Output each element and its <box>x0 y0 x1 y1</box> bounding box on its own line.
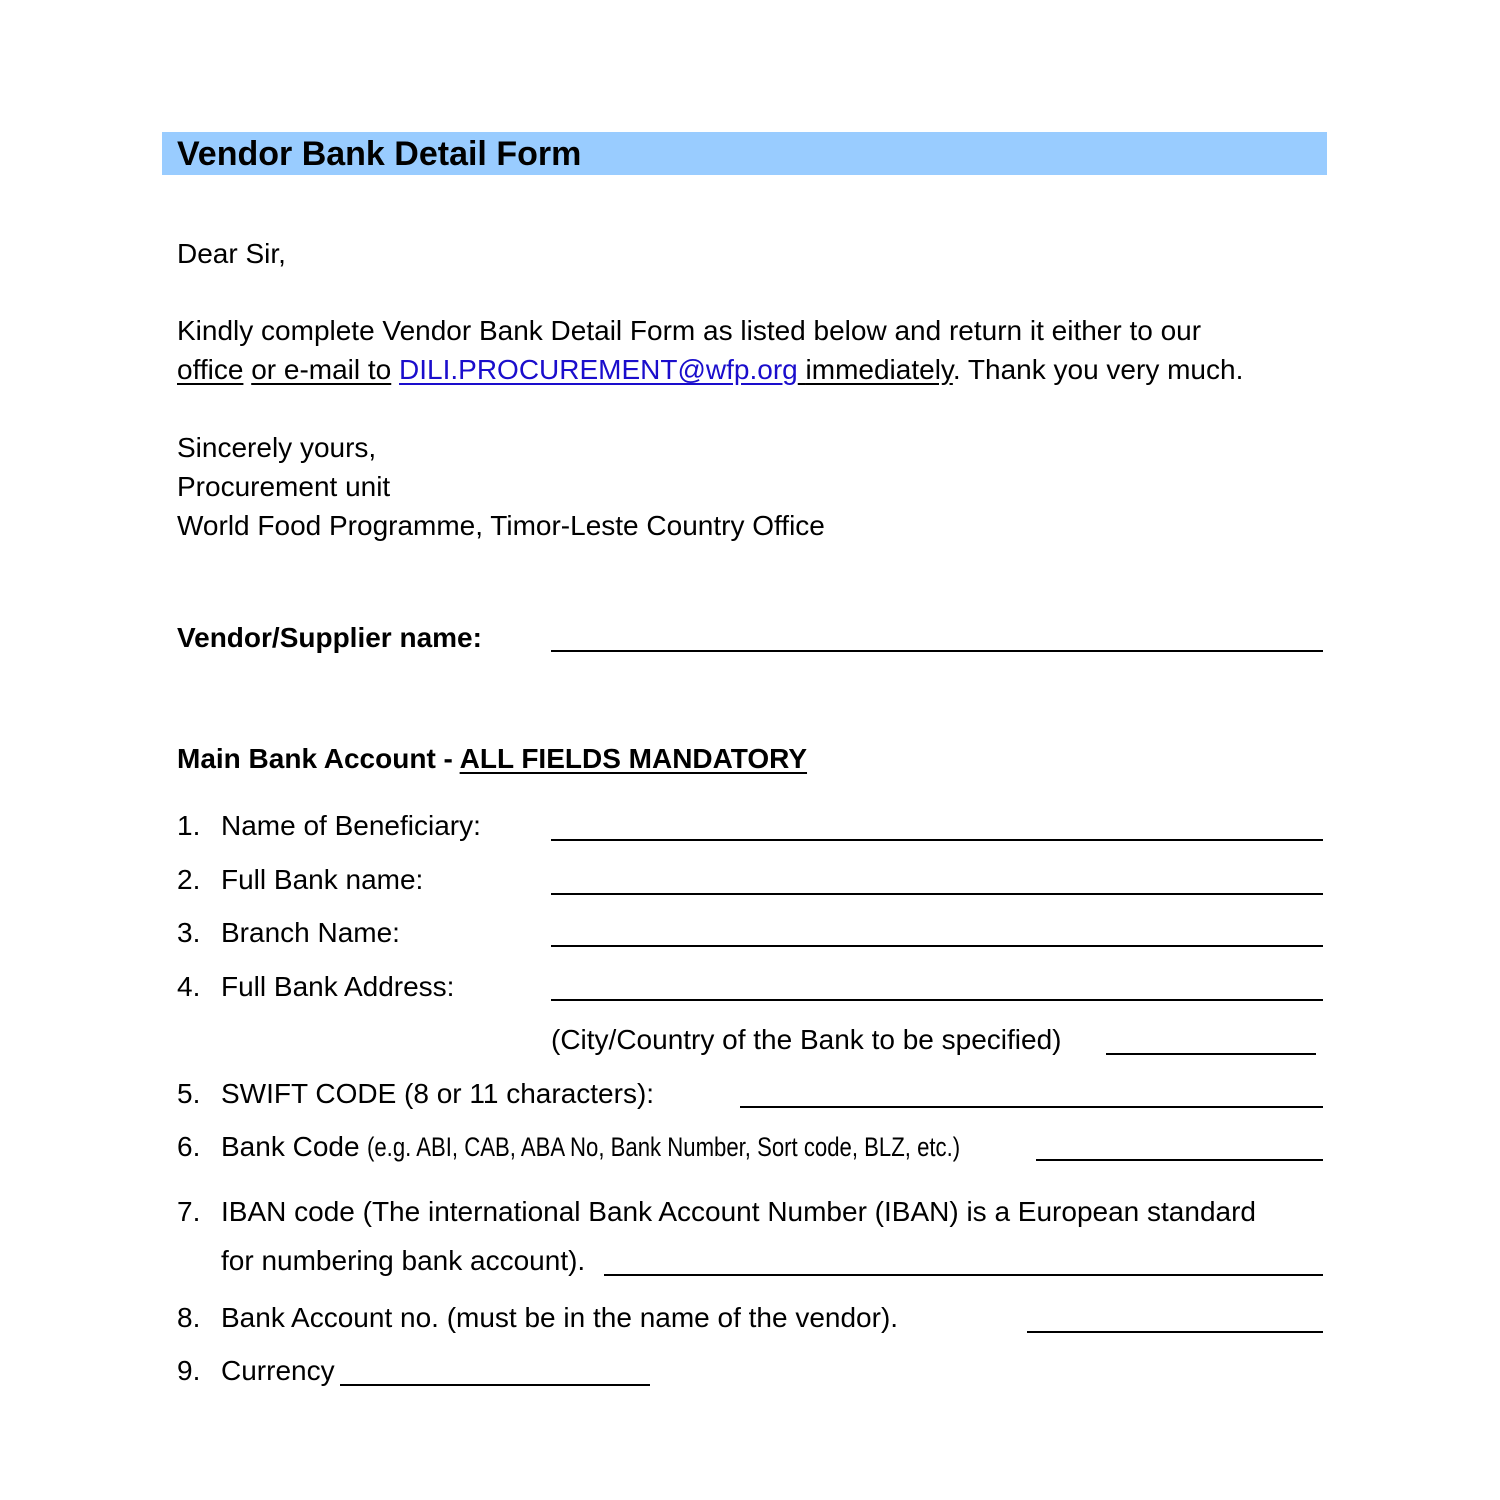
bank-address-field[interactable] <box>551 999 1323 1001</box>
swift-code-field[interactable] <box>740 1106 1323 1108</box>
city-country-label: (City/Country of the Bank to be specified) <box>551 1024 1062 1055</box>
bank-code-field[interactable] <box>1036 1159 1323 1161</box>
iban-field[interactable] <box>604 1274 1323 1276</box>
vendor-name-field[interactable] <box>551 650 1323 652</box>
body-line-2 <box>177 354 1243 386</box>
account-number-field[interactable] <box>1027 1331 1323 1333</box>
page-title: Vendor Bank Detail Form <box>177 135 582 173</box>
bank-name-field[interactable] <box>551 893 1323 895</box>
signature-unit: Procurement unit <box>177 471 391 502</box>
field-2-label: 2. Full Bank name: <box>177 864 424 895</box>
closing: Sincerely yours, <box>177 432 377 463</box>
immediately-text: immediately <box>805 354 953 385</box>
or-email-text: or e-mail to <box>251 354 392 385</box>
field-3-label: 3. Branch Name: <box>177 917 400 948</box>
vendor-name-label: Vendor/Supplier name: <box>177 622 482 653</box>
mandatory-text: ALL FIELDS MANDATORY <box>459 743 808 774</box>
field-1-label: 1. Name of Beneficiary: <box>177 810 481 841</box>
currency-field[interactable] <box>340 1384 650 1386</box>
field-7-label: 7. IBAN code (The international Bank Account Number (IBAN) is a European standard <box>177 1196 1256 1227</box>
field-5-label: 5. SWIFT CODE (8 or 11 characters): <box>177 1078 655 1109</box>
section-title-text: Main Bank Account - <box>177 743 460 774</box>
section-title <box>177 743 807 775</box>
beneficiary-field[interactable] <box>551 839 1323 841</box>
field-8-label: 8. Bank Account no. (must be in the name of the vendor). <box>177 1302 899 1333</box>
signature-org: World Food Programme, Timor-Leste Country Office <box>177 510 825 541</box>
field-7-label-cont: for numbering bank account). <box>221 1245 586 1276</box>
branch-name-field[interactable] <box>551 945 1323 947</box>
body-line-1: Kindly complete Vendor Bank Detail Form as listed below and return it either to our <box>177 315 1202 346</box>
field-9-label: 9. Currency <box>177 1355 335 1386</box>
field-4-label: 4. Full Bank Address: <box>177 971 455 1002</box>
office-text: office <box>177 354 244 385</box>
city-country-field[interactable] <box>1106 1053 1316 1055</box>
thanks-text: . Thank you very much. <box>952 354 1244 385</box>
salutation: Dear Sir, <box>177 238 286 269</box>
bank-code-note: (e.g. ABI, CAB, ABA No, Bank Number, Sort code, BLZ, etc.) <box>367 1132 961 1162</box>
field-6-label: 6. Bank Code (e.g. ABI, CAB, ABA No, Bank Number, Sort code, BLZ, etc.) <box>177 1131 961 1162</box>
email-link[interactable]: DILI.PROCUREMENT@wfp.org <box>399 354 798 385</box>
